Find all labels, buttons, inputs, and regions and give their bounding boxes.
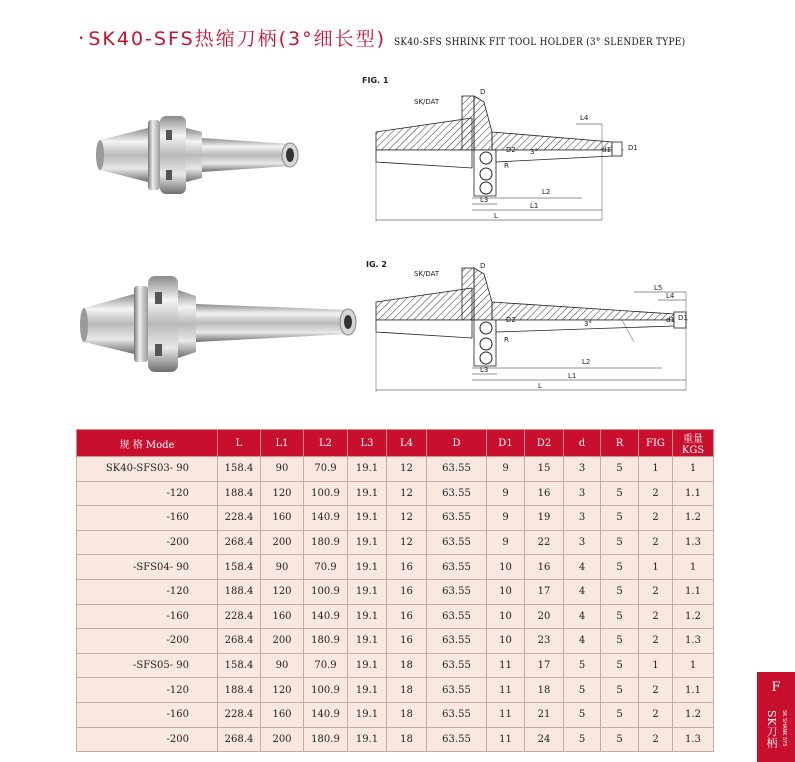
table-cell: 63.55: [427, 506, 487, 531]
table-cell: 19.1: [348, 481, 387, 506]
table-header-cell: L1: [261, 430, 304, 457]
table-header-cell: 重量 KGS: [673, 430, 714, 457]
table-row: [77, 579, 714, 604]
fig1-l3-label: L3: [480, 196, 489, 204]
table-cell: 20: [525, 604, 564, 629]
table-cell: 9: [487, 457, 525, 482]
table-cell: 1: [639, 457, 673, 482]
table-header-cell: L3: [348, 430, 387, 457]
table-header-cell: 规 格 Mode: [77, 430, 218, 457]
table-cell: 90: [261, 555, 304, 580]
tool-holder-photo-short: [90, 100, 310, 210]
table-cell: 70.9: [304, 457, 348, 482]
fig1-drawing: [362, 70, 692, 230]
table-cell: 18: [387, 702, 427, 727]
table-cell: 19.1: [348, 653, 387, 678]
table-cell: 1.1: [673, 678, 714, 703]
table-cell: 200: [261, 629, 304, 654]
table-cell: 160: [261, 702, 304, 727]
table-cell: 11: [487, 653, 525, 678]
table-cell: 19.1: [348, 555, 387, 580]
section-letter: F: [771, 680, 781, 695]
table-cell: 5: [601, 629, 639, 654]
table-cell: 120: [261, 678, 304, 703]
table-cell: 5: [564, 727, 601, 752]
fig2-l4-label: L4: [666, 292, 675, 300]
table-cell: 63.55: [427, 530, 487, 555]
table-cell: 16: [387, 579, 427, 604]
fig2-label: IG. 2: [366, 260, 387, 269]
table-cell: 63.55: [427, 653, 487, 678]
table-cell: 3: [564, 506, 601, 531]
table-cell: 63.55: [427, 555, 487, 580]
table-cell: 1.3: [673, 629, 714, 654]
table-cell: 19.1: [348, 702, 387, 727]
table-cell: 4: [564, 604, 601, 629]
table-cell: 188.4: [218, 678, 261, 703]
table-cell: 63.55: [427, 727, 487, 752]
table-cell: 2: [639, 506, 673, 531]
table-cell: 10: [487, 604, 525, 629]
fig1-angle-label: 3°: [530, 148, 538, 156]
fig2-l-label: L: [538, 382, 542, 390]
fig2-d-label: D: [480, 262, 486, 270]
table-cell: 63.55: [427, 579, 487, 604]
fig1-skdat-label: SK/DAT: [414, 98, 440, 106]
table-cell: 10: [487, 579, 525, 604]
title-english: SK40-SFS SHRINK FIT TOOL HOLDER (3° SLENDER TYPE): [394, 37, 686, 48]
table-cell: 63.55: [427, 629, 487, 654]
table-cell: 22: [525, 530, 564, 555]
table-cell: 228.4: [218, 506, 261, 531]
table-cell: 2: [639, 604, 673, 629]
model-cell: -120: [77, 481, 218, 506]
tool-holder-photo-long: [78, 256, 360, 386]
table-cell: 9: [487, 530, 525, 555]
table-cell: 200: [261, 530, 304, 555]
table-cell: 12: [387, 457, 427, 482]
table-header-cell: L: [218, 430, 261, 457]
table-cell: 140.9: [304, 506, 348, 531]
section-title-chinese: SK刀柄: [765, 710, 778, 748]
model-cell: -120: [77, 579, 218, 604]
table-cell: 90: [261, 457, 304, 482]
fig1-d-label: D: [480, 88, 486, 96]
table-header-row: [77, 430, 714, 457]
table-cell: 1: [639, 555, 673, 580]
table-cell: 2: [639, 702, 673, 727]
table-cell: 120: [261, 579, 304, 604]
table-cell: 18: [525, 678, 564, 703]
table-header-cell: D2: [525, 430, 564, 457]
table-cell: 19.1: [348, 678, 387, 703]
table-cell: 180.9: [304, 530, 348, 555]
model-cell: -120: [77, 678, 218, 703]
fig2-l5-label: L5: [654, 284, 663, 292]
fig1-l-label: L: [494, 212, 498, 220]
table-cell: 11: [487, 702, 525, 727]
model-cell: -200: [77, 629, 218, 654]
fig2-angle-label: 3°: [584, 320, 592, 328]
technical-drawing-fig2: [362, 258, 692, 398]
table-header-cell: d: [564, 430, 601, 457]
table-cell: 120: [261, 481, 304, 506]
fig1-l4-label: L4: [580, 114, 589, 122]
table-cell: 70.9: [304, 555, 348, 580]
table-cell: 5: [601, 481, 639, 506]
table-cell: 2: [639, 481, 673, 506]
table-cell: 12: [387, 530, 427, 555]
table-cell: 11: [487, 678, 525, 703]
model-cell: -160: [77, 604, 218, 629]
section-side-tab: [757, 672, 795, 762]
table-cell: 17: [525, 579, 564, 604]
table-cell: 19.1: [348, 604, 387, 629]
table-cell: 10: [487, 629, 525, 654]
table-cell: 16: [525, 481, 564, 506]
model-cell: SK40-SFS03- 90: [77, 457, 218, 482]
fig1-d1-label: d1: [602, 146, 611, 154]
table-cell: 15: [525, 457, 564, 482]
fig2-skdat-label: SK/DAT: [414, 270, 440, 278]
table-cell: 1: [673, 653, 714, 678]
title-bullet: ·: [78, 26, 85, 50]
table-cell: 1: [639, 653, 673, 678]
fig2-l1-label: L1: [568, 372, 577, 380]
table-cell: 19.1: [348, 727, 387, 752]
table-cell: 1.2: [673, 604, 714, 629]
table-cell: 19.1: [348, 457, 387, 482]
table-cell: 11: [487, 727, 525, 752]
table-cell: 19.1: [348, 530, 387, 555]
table-cell: 100.9: [304, 481, 348, 506]
table-cell: 5: [601, 457, 639, 482]
model-cell: -200: [77, 727, 218, 752]
table-header-cell: D1: [487, 430, 525, 457]
table-cell: 19.1: [348, 629, 387, 654]
table-row: [77, 629, 714, 654]
table-cell: 63.55: [427, 481, 487, 506]
table-cell: 5: [601, 727, 639, 752]
table-cell: 158.4: [218, 653, 261, 678]
table-cell: 24: [525, 727, 564, 752]
table-cell: 5: [564, 653, 601, 678]
table-cell: 1: [673, 555, 714, 580]
technical-drawing-fig1: [362, 70, 692, 230]
table-cell: 158.4: [218, 457, 261, 482]
table-cell: 16: [525, 555, 564, 580]
table-cell: 12: [387, 506, 427, 531]
table-cell: 18: [387, 653, 427, 678]
table-cell: 10: [487, 555, 525, 580]
table-cell: 9: [487, 506, 525, 531]
table-cell: 63.55: [427, 604, 487, 629]
table-cell: 200: [261, 727, 304, 752]
table-row: [77, 604, 714, 629]
table-cell: 23: [525, 629, 564, 654]
table-cell: 5: [601, 579, 639, 604]
table-cell: 63.55: [427, 678, 487, 703]
table-cell: 1.3: [673, 727, 714, 752]
table-header-cell: L2: [304, 430, 348, 457]
table-cell: 1.1: [673, 481, 714, 506]
table-cell: 16: [387, 555, 427, 580]
fig1-l1-label: L1: [530, 202, 539, 210]
table-cell: 5: [564, 678, 601, 703]
table-cell: 188.4: [218, 481, 261, 506]
table-cell: 16: [387, 604, 427, 629]
table-cell: 5: [601, 530, 639, 555]
table-cell: 180.9: [304, 629, 348, 654]
table-cell: 100.9: [304, 579, 348, 604]
fig1-big-d1-label: D1: [628, 144, 638, 152]
table-cell: 63.55: [427, 702, 487, 727]
table-cell: 9: [487, 481, 525, 506]
table-cell: 2: [639, 530, 673, 555]
fig2-big-d1-label: D1: [678, 314, 688, 322]
table-row: [77, 506, 714, 531]
table-row: [77, 702, 714, 727]
fig2-drawing: [362, 258, 692, 398]
table-cell: 5: [564, 702, 601, 727]
table-header-cell: R: [601, 430, 639, 457]
table-row: [77, 678, 714, 703]
fig2-l3-label: L3: [480, 366, 489, 374]
table-cell: 1: [673, 457, 714, 482]
fig1-l2-label: L2: [542, 188, 551, 196]
table-header-cell: L4: [387, 430, 427, 457]
table-cell: 2: [639, 629, 673, 654]
table-cell: 140.9: [304, 604, 348, 629]
table-cell: 21: [525, 702, 564, 727]
spec-table: [76, 429, 714, 752]
table-cell: 17: [525, 653, 564, 678]
table-cell: 18: [387, 727, 427, 752]
table-cell: 3: [564, 530, 601, 555]
table-cell: 140.9: [304, 702, 348, 727]
fig1-label: FIG. 1: [362, 76, 389, 85]
table-cell: 19.1: [348, 579, 387, 604]
table-cell: 2: [639, 579, 673, 604]
table-body: [77, 457, 714, 752]
model-cell: -SFS05- 90: [77, 653, 218, 678]
model-cell: -160: [77, 702, 218, 727]
fig2-d2-label: D2: [506, 316, 516, 324]
model-cell: -160: [77, 506, 218, 531]
table-row: [77, 555, 714, 580]
model-cell: -SFS04- 90: [77, 555, 218, 580]
table-cell: 268.4: [218, 629, 261, 654]
table-cell: 1.3: [673, 530, 714, 555]
table-row: [77, 530, 714, 555]
fig2-d1-label: d1: [666, 316, 675, 324]
table-cell: 19.1: [348, 506, 387, 531]
table-cell: 268.4: [218, 530, 261, 555]
fig1-d2-label: D2: [506, 146, 516, 154]
table-cell: 1.2: [673, 506, 714, 531]
table-header-cell: FIG: [639, 430, 673, 457]
table-cell: 3: [564, 481, 601, 506]
table-cell: 70.9: [304, 653, 348, 678]
table-cell: 228.4: [218, 604, 261, 629]
table-cell: 1.1: [673, 579, 714, 604]
table-cell: 5: [601, 678, 639, 703]
table-cell: 5: [601, 555, 639, 580]
table-cell: 63.55: [427, 457, 487, 482]
table-cell: 18: [387, 678, 427, 703]
table-cell: 16: [387, 629, 427, 654]
table-cell: 5: [601, 653, 639, 678]
table-cell: 3: [564, 457, 601, 482]
table-row: [77, 481, 714, 506]
table-row: [77, 457, 714, 482]
fig1-r-label: R: [504, 162, 509, 170]
table-cell: 4: [564, 555, 601, 580]
title-chinese: SK40-SFS热缩刀柄(3°细长型): [88, 28, 387, 50]
section-title-english: SK SHANK SYS: [781, 710, 787, 747]
fig2-r-label: R: [504, 336, 509, 344]
table-cell: 5: [601, 702, 639, 727]
table-cell: 180.9: [304, 727, 348, 752]
table-cell: 158.4: [218, 555, 261, 580]
table-row: [77, 653, 714, 678]
table-cell: 100.9: [304, 678, 348, 703]
table-cell: 2: [639, 727, 673, 752]
table-cell: 1.2: [673, 702, 714, 727]
table-header-cell: D: [427, 430, 487, 457]
page-title: [78, 24, 718, 54]
table-row: [77, 727, 714, 752]
table-cell: 5: [601, 604, 639, 629]
table-cell: 4: [564, 579, 601, 604]
model-cell: -200: [77, 530, 218, 555]
table-cell: 19: [525, 506, 564, 531]
table-cell: 12: [387, 481, 427, 506]
table-cell: 5: [601, 506, 639, 531]
table-cell: 160: [261, 506, 304, 531]
table-cell: 90: [261, 653, 304, 678]
table-cell: 160: [261, 604, 304, 629]
table-cell: 268.4: [218, 727, 261, 752]
table-cell: 4: [564, 629, 601, 654]
fig2-l2-label: L2: [582, 358, 591, 366]
table-cell: 228.4: [218, 702, 261, 727]
table-cell: 188.4: [218, 579, 261, 604]
table-cell: 2: [639, 678, 673, 703]
